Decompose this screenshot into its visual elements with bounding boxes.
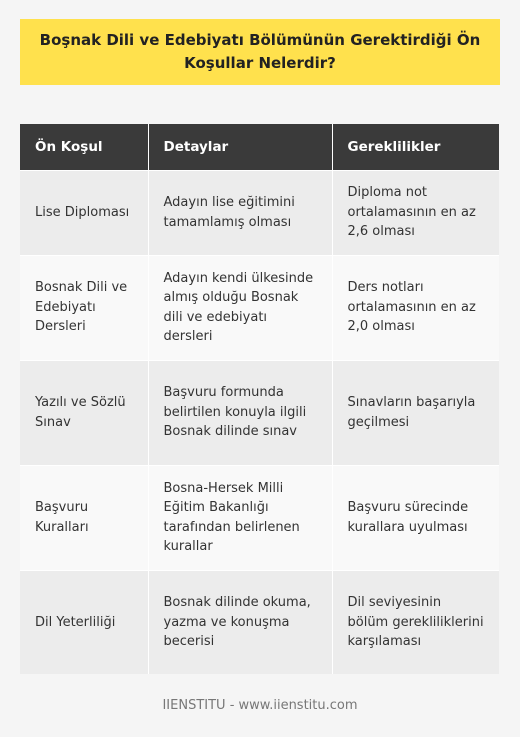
cell-prerequisite: Dil Yeterliliği [20, 570, 148, 674]
table-row [20, 255, 499, 360]
cell-prerequisite: Bosnak Dili ve Edebiyatı Dersleri [20, 255, 148, 360]
cell-requirements: Ders notları ortalamasının en az 2,0 olması [332, 255, 499, 360]
cell-details: Adayın lise eğitimini tamamlamış olması [148, 170, 332, 255]
cell-details: Bosna-Hersek Milli Eğitim Bakanlığı tarafından belirlenen kurallar [148, 465, 332, 570]
title-banner [20, 19, 500, 85]
cell-requirements: Dil seviyesinin bölüm gerekliliklerini karşılaması [332, 570, 499, 674]
table-row [20, 360, 499, 465]
cell-requirements: Başvuru sürecinde kurallara uyulması [332, 465, 499, 570]
cell-prerequisite: Başvuru Kuralları [20, 465, 148, 570]
table-row [20, 465, 499, 570]
cell-prerequisite: Lise Diploması [20, 170, 148, 255]
table-row [20, 570, 499, 674]
cell-requirements: Diploma not ortalamasının en az 2,6 olması [332, 170, 499, 255]
column-header-prerequisite: Ön Koşul [20, 124, 148, 170]
cell-details: Bosnak dilinde okuma, yazma ve konuşma becerisi [148, 570, 332, 674]
column-header-details: Detaylar [148, 124, 332, 170]
cell-details: Başvuru formunda belirtilen konuyla ilgili Bosnak dilinde sınav [148, 360, 332, 465]
table-row [20, 170, 499, 255]
column-header-requirements: Gereklilikler [332, 124, 499, 170]
prerequisites-table [20, 124, 499, 674]
page-title: Boşnak Dili ve Edebiyatı Bölümünün Gerektirdiği Ön Koşullar Nelerdir? [39, 31, 481, 72]
cell-prerequisite: Yazılı ve Sözlü Sınav [20, 360, 148, 465]
table-header-row [20, 124, 499, 170]
cell-details: Adayın kendi ülkesinde almış olduğu Bosnak dili ve edebiyatı dersleri [148, 255, 332, 360]
footer-credit: IIENSTITU - www.iienstitu.com [162, 698, 358, 713]
cell-requirements: Sınavların başarıyla geçilmesi [332, 360, 499, 465]
